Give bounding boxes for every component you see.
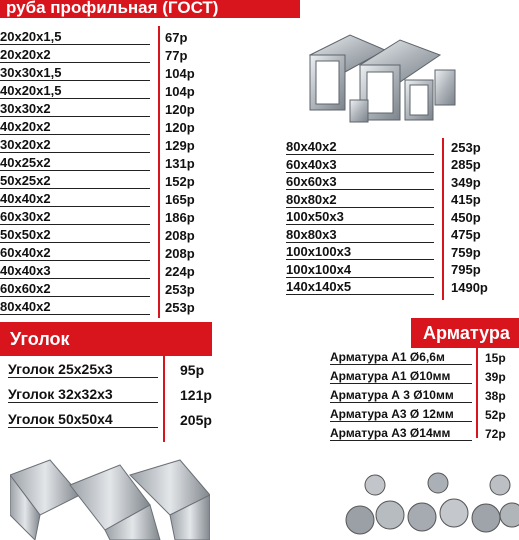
ugolok-price: 205р xyxy=(180,411,212,428)
ugolok-section-header: Уголок xyxy=(0,322,212,356)
tube-right-price: 759р xyxy=(451,244,481,260)
tube-right-row xyxy=(286,278,488,296)
ugolok-price: 121р xyxy=(180,386,212,403)
tube-left-row xyxy=(0,64,195,82)
armatura-name: Арматура А1 Ø10мм xyxy=(330,369,472,384)
tube-right-row xyxy=(286,173,481,191)
tube-left-name: 50x25x2 xyxy=(0,173,150,189)
ugolok-row xyxy=(8,408,212,431)
tube-right-row xyxy=(286,261,481,279)
tube-left-name: 60x40x2 xyxy=(0,245,150,261)
tube-left-row xyxy=(0,298,195,316)
tube-right-price: 475р xyxy=(451,227,481,242)
tube-right-name: 60x40x3 xyxy=(286,157,434,173)
tube-left-price: 224р xyxy=(165,263,195,279)
ugolok-name: Уголок 32x32x3 xyxy=(8,386,158,403)
tube-right-price: 253р xyxy=(451,139,481,155)
rebar-image xyxy=(340,455,519,540)
tube-left-row xyxy=(0,100,195,118)
tube-right-name: 140x140x5 xyxy=(286,279,434,295)
tube-left-price: 77р xyxy=(165,47,188,63)
tube-left-row xyxy=(0,46,188,64)
tube-right-name: 100x50x3 xyxy=(286,209,434,225)
tube-right-price: 450р xyxy=(451,209,481,225)
tube-left-price: 208р xyxy=(165,227,195,243)
tube-left-price: 120р xyxy=(165,119,195,135)
tube-left-name: 50x50x2 xyxy=(0,227,150,243)
profile-pipes-image xyxy=(290,10,460,130)
tube-left-row xyxy=(0,280,195,298)
armatura-name: Арматура А1 Ø6,6м xyxy=(330,350,472,365)
tube-left-price: 253р xyxy=(165,299,195,315)
tube-left-name: 40x20x2 xyxy=(0,119,150,135)
ugolok-price: 95р xyxy=(180,361,205,378)
tube-left-row xyxy=(0,118,195,136)
tube-left-row xyxy=(0,226,195,244)
tube-right-price: 795р xyxy=(451,262,481,277)
tube-left-name: 40x40x3 xyxy=(0,263,150,279)
ugolok-row xyxy=(8,383,212,406)
armatura-price: 52р xyxy=(485,407,506,422)
ugolok-name: Уголок 25x25x3 xyxy=(8,361,158,378)
tube-right-price: 349р xyxy=(451,174,481,190)
tube-left-row xyxy=(0,208,195,226)
tube-left-price: 253р xyxy=(165,281,195,297)
tube-left-price: 67р xyxy=(165,29,188,45)
tube-left-price: 104р xyxy=(165,65,195,81)
tube-right-row xyxy=(286,208,481,226)
tube-left-price: 152р xyxy=(165,173,195,189)
tube-left-name: 40x25x2 xyxy=(0,155,150,171)
tube-left-name: 60x60x2 xyxy=(0,281,150,297)
tube-left-price: 208р xyxy=(165,245,195,261)
armatura-row xyxy=(330,424,506,443)
armatura-price: 72р xyxy=(485,426,506,441)
armatura-divider xyxy=(476,346,478,438)
tube-right-price: 415р xyxy=(451,192,481,207)
tube-left-price: 165р xyxy=(165,191,195,207)
steel-angles-image xyxy=(10,455,210,540)
tube-left-price: 186р xyxy=(165,209,195,225)
armatura-price: 38р xyxy=(485,388,506,403)
armatura-price: 15р xyxy=(485,350,506,365)
tube-right-row xyxy=(286,138,481,156)
tube-right-price: 285р xyxy=(451,157,481,172)
armatura-name: Арматура А 3 Ø10мм xyxy=(330,388,472,403)
ugolok-divider xyxy=(163,356,165,442)
tube-left-name: 20x20x2 xyxy=(0,47,150,63)
ugolok-row xyxy=(8,358,205,381)
armatura-price: 39р xyxy=(485,369,506,384)
tube-left-name: 80x40x2 xyxy=(0,299,150,315)
tube-left-name: 30x30x2 xyxy=(0,101,150,117)
tube-left-price: 131р xyxy=(165,155,195,171)
tube-section-header: руба профильная (ГОСТ) xyxy=(0,0,300,18)
tube-left-name: 30x30x1,5 xyxy=(0,65,150,81)
armatura-name: Арматура А3 Ø14мм xyxy=(330,426,472,441)
tube-right-row xyxy=(286,226,481,244)
tube-left-price: 104р xyxy=(165,83,195,99)
tube-left-row xyxy=(0,172,195,190)
tube-right-row xyxy=(286,191,481,209)
tube-right-price: 1490р xyxy=(451,279,488,295)
armatura-row xyxy=(330,348,506,367)
tube-right-name: 80x80x2 xyxy=(286,192,434,208)
armatura-row xyxy=(330,367,506,386)
tube-right-name: 80x40x2 xyxy=(286,139,434,155)
tube-left-name: 60x30x2 xyxy=(0,209,150,225)
tube-right-name: 80x80x3 xyxy=(286,227,434,243)
tube-right-divider xyxy=(442,138,444,300)
tube-left-name: 30x20x2 xyxy=(0,137,150,153)
armatura-name: Арматура А3 Ø 12мм xyxy=(330,407,472,422)
tube-left-row xyxy=(0,244,195,262)
tube-left-name: 40x40x2 xyxy=(0,191,150,207)
ugolok-name: Уголок 50x50x4 xyxy=(8,411,158,428)
tube-right-name: 100x100x4 xyxy=(286,262,434,278)
tube-left-row xyxy=(0,82,195,100)
armatura-section-header: Арматура xyxy=(411,318,519,348)
tube-left-name: 20x20x1,5 xyxy=(0,29,150,45)
tube-left-row xyxy=(0,136,195,154)
tube-left-price: 120р xyxy=(165,101,195,117)
tube-left-divider xyxy=(158,26,160,318)
tube-right-name: 100x100x3 xyxy=(286,244,434,260)
armatura-row xyxy=(330,386,506,405)
tube-right-name: 60x60x3 xyxy=(286,174,434,190)
tube-left-row xyxy=(0,154,195,172)
tube-left-name: 40x20x1,5 xyxy=(0,83,150,99)
tube-left-row xyxy=(0,190,195,208)
tube-left-row xyxy=(0,262,195,280)
tube-right-row xyxy=(286,243,481,261)
armatura-row xyxy=(330,405,506,424)
tube-left-price: 129р xyxy=(165,137,195,153)
tube-right-row xyxy=(286,156,481,174)
tube-left-row xyxy=(0,28,188,46)
